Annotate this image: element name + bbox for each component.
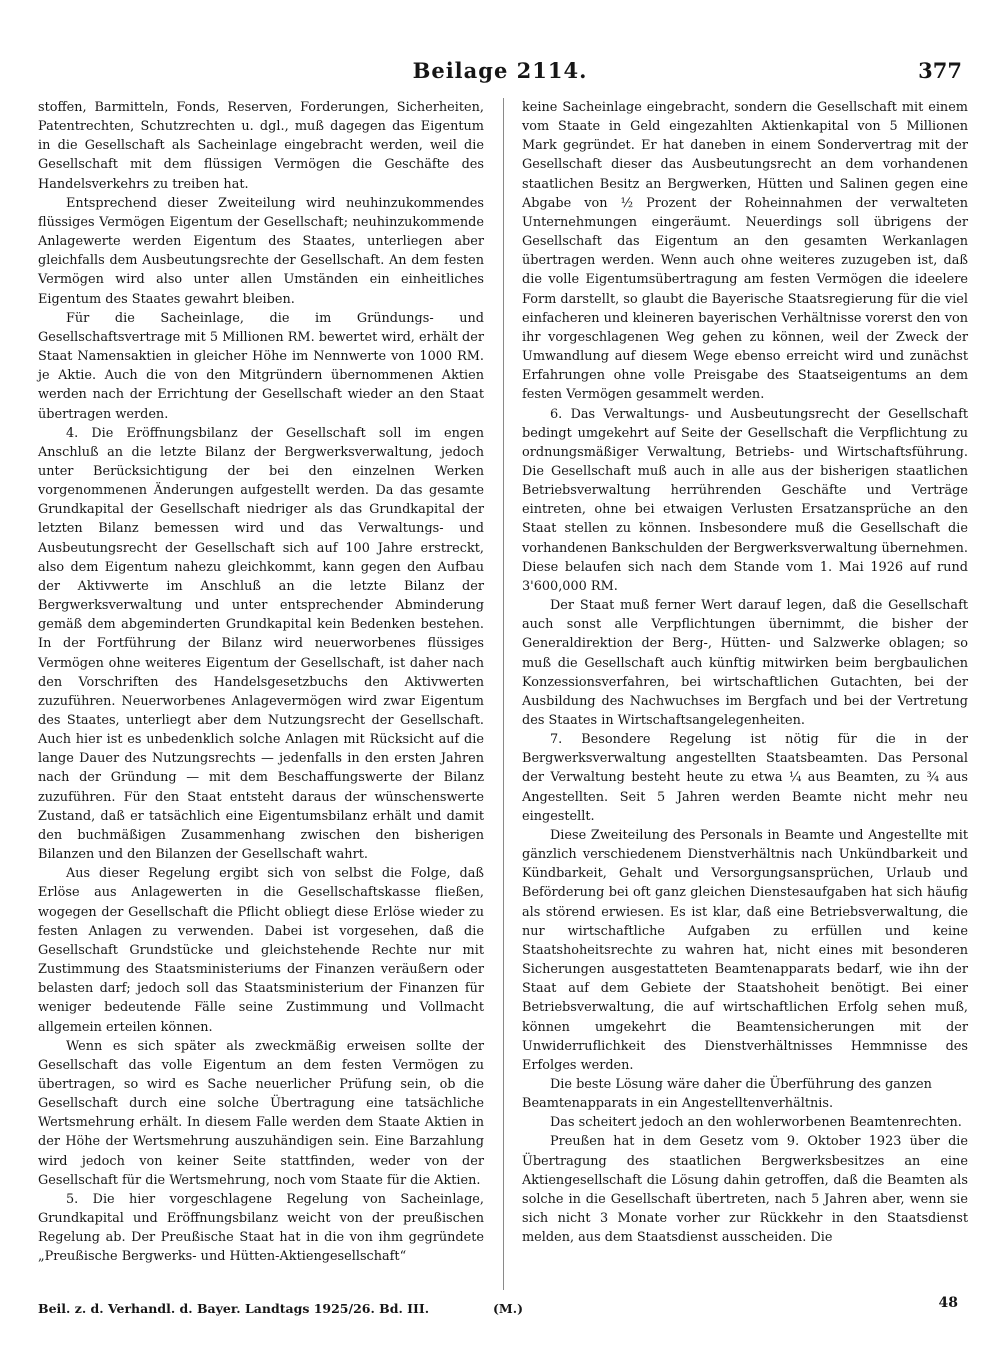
paragraph: Preußen hat in dem Gesetz vom 9. Oktober 1923 über die Übertragung des staatlichen Bergwerksbesitzes an eine Aktiengesellschaft die Lösung dahin getroffen, daß die Beamten als solche in die Gesellschaft übertreten, nach 5 Jahren aber, wenn sie sich nicht 3 Monate vorher zur Rückkehr in den Staatsdienst melden, aus dem Staatsdienst ausscheiden. Die	[522, 1134, 968, 1246]
paragraph: Diese Zweiteilung des Personals in Beamte und Angestellte mit gänzlich verschiedenem Dienstverhältnis nach Unkündbarkeit und Kündbarkeit, Gehalt und Versorgungsansprüchen, Urlaub und Beförderung bei oft ganz gleichen Dienstesaufgaben hat sich häufig als störend erwiesen. Es ist klar, daß eine Betriebsverwaltung, die nur wirtschaftliche Aufgaben zu erfüllen und keine Staatshoheitsrechte zu wahren hat, nicht eines mit besonderen Sicherungen ausgestatteten Beamtenapparats bedarf, wie ihn der Staat auf dem Gebiete der Staatshoheit benötigt. Bei einer Betriebsverwaltung, die auf wirtschaftlichen Erfolg sehen muß, können umgekehrt die Beamtensicherungen mit der Unwiderruflichkeit des Dienstverhältnisses Hemmnisse des Erfolges werden.	[522, 827, 968, 1073]
paragraph: Wenn es sich später als zweckmäßig erweisen sollte der Gesellschaft das volle Eigentum an dem festen Vermögen zu übertragen, so wird es Sache neuerlicher Prüfung sein, ob die Gesellschaft durch eine solche Übertragung eine tatsächliche Wertsmehrung erhält. In diesem Falle werden dem Staate Aktien in der Höhe der Wertsmehrung auszuhändigen sein. Eine Barzahlung wird jedoch von keiner Seite stattfinden, weder von der Gesellschaft für die Wertsmehrung, noch vom Staate für die Aktien.	[38, 1038, 484, 1188]
page-footer	[38, 1295, 976, 1321]
footer-note: Beil. z. d. Verhandl. d. Bayer. Landtags 1925/26. Bd. III.	[38, 1301, 430, 1316]
paragraph: 5. Die hier vorgeschlagene Regelung von Sacheinlage, Grundkapital und Eröffnungsbilanz weicht von der preußischen Regelung ab. Der Preußische Staat hat in die von ihm gegründete „Preußische Bergwerks- und Hütten-Aktiengesellschaft“	[38, 1191, 484, 1265]
paragraph: stoffen, Barmitteln, Fonds, Reserven, Forderungen, Sicherheiten, Patentrechten, Schutzrechten u. dgl., muß dagegen das Eigentum in die Gesellschaft als Sacheinlage eingebracht werden, weil die Gesellschaft mit dem flüssigen Vermögen die Geschäfte des Handelsverkehrs zu treiben hat.	[38, 100, 484, 192]
column-divider	[503, 98, 504, 1290]
paragraph: 6. Das Verwaltungs- und Ausbeutungsrecht der Gesellschaft bedingt umgekehrt auf Seite der Gesellschaft die Verpflichtung zu ordnungsmäßiger Verwaltung, Betriebs- und Wirtschaftsführung. Die Gesellschaft muß auch in alle aus der bisherigen staatlichen Betriebsverwaltung herrührenden Geschäfte und Verträge eintreten, ohne bei etwaigen Verlusten Ersatzansprüche an den Staat stellen zu können. Insbesondere muß die Gesellschaft die vorhandenen Bankschulden der Bergwerksverwaltung übernehmen. Diese belaufen sich nach dem Stande vom 1. Mai 1926 auf rund 3'600,000 RM.	[522, 406, 968, 594]
page-header	[30, 58, 970, 88]
page-number: 377	[918, 58, 962, 83]
paragraph: Entsprechend dieser Zweiteilung wird neuhinzukommendes flüssiges Vermögen Eigentum der Gesellschaft; neuhinzukommende Anlagewerte werden Eigentum des Staates, unterliegen aber gleichfalls dem Ausbeutungsrechte der Gesellschaft. An dem festen Vermögen wird also unter allen Umständen ein einheitliches Eigentum des Staates gewahrt bleiben.	[38, 195, 484, 307]
paragraph: Das scheitert jedoch an den wohlerworbenen Beamtenrechten.	[550, 1115, 962, 1131]
paragraph: 7. Besondere Regelung ist nötig für die in der Bergwerksverwaltung angestellten Staatsbeamten. Das Personal der Verwaltung besteht heute zu etwa ¼ aus Beamten, zu ¾ aus Angestellten. Seit 5 Jahren werden Beamte nicht mehr neu eingestellt.	[522, 732, 968, 824]
left-column	[38, 98, 484, 1267]
footer-mark: (M.)	[493, 1301, 524, 1316]
paragraph: Der Staat muß ferner Wert darauf legen, daß die Gesellschaft auch sonst alle Verpflichtungen übernimmt, die bisher der Generaldirektion der Berg-, Hütten- und Salzwerke oblagen; so muß die Gesellschaft auch künftig mitwirken beim bergbaulichen Konzessionsverfahren, bei wirtschaftlichen Gutachten, bei der Ausbildung des Nachwuchses im Bergfach und bei der Vertretung des Staates in Wirtschaftsangelegenheiten.	[522, 598, 968, 728]
page-title: Beilage 2114.	[412, 58, 588, 83]
paragraph: Für die Sacheinlage, die im Gründungs- und Gesellschaftsvertrage mit 5 Millionen RM. bewertet wird, erhält der Staat Namensaktien in gleicher Höhe im Nennwerte von 1000 RM. je Aktie. Auch die von den Mitgründern übernommenen Aktien werden nach der Errichtung der Gesellschaft wieder an den Staat übertragen werden.	[38, 310, 484, 422]
paragraph: 4. Die Eröffnungsbilanz der Gesellschaft soll im engen Anschluß an die letzte Bilanz der Bergwerksverwaltung, jedoch unter Berücksichtigung der bei den einzelnen Werken vorgenommenen Änderungen aufgestellt werden. Da das gesamte Grundkapital der Gesellschaft niedriger als das Grundkapital der letzten Bilanz bemessen wird und das Verwaltungs- und Ausbeutungsrecht der Gesellschaft sich auf 100 Jahre erstreckt, also dem Eigentum nahezu gleichkommt, kann gegen den Aufbau der Aktivwerte im Anschluß an die letzte Bilanz der Bergwerksverwaltung und unter entsprechender Abminderung gemäß dem abgeminderten Grundkapital kein Bedenken bestehen. In der Fortführung der Bilanz wird neuerworbenes flüssiges Vermögen ohne weiteres Eigentum der Gesellschaft, ist daher nach den Vorschriften des Handelsgesetzbuchs den Aktivwerten zuzuführen. Neuerworbenes Anlagevermögen wird zwar Eigentum des Staates, unterliegt aber dem Nutzungsrecht der Gesellschaft. Auch hier ist es unbedenklich solche Anlagen mit Rücksicht auf die lange Dauer des Nutzungsrechts — jedenfalls in den ersten Jahren nach der Gründung — mit dem Beschaffungswerte der Bilanz zuzuführen. Für den Staat entsteht daraus der wünschenswerte Zustand, daß er tatsächlich eine Eigentumsbilanz erhält und damit den buchmäßigen Zusammenhang zwischen den bisherigen Bilanzen und den Bilanzen der Gesellschaft wahrt.	[38, 425, 484, 863]
sheet-number: 48	[938, 1295, 958, 1311]
paragraph: keine Sacheinlage eingebracht, sondern die Gesellschaft mit einem vom Staate in Geld eingezahlten Aktienkapital von 5 Millionen Mark gegründet. Er hat daneben in einem Sondervertrag mit der Gesellschaft dieser das Ausbeutungsrecht an dem vorhandenen staatlichen Besitz an Bergwerken, Hütten und Salinen gegen eine Abgabe von ½ Prozent der Roheinnahmen der verwalteten Unternehmungen eingeräumt. Neuerdings soll übrigens der Gesellschaft das Eigentum an den gesamten Werkanlagen übertragen werden. Wenn auch ohne weiteres zuzugeben ist, daß die volle Eigentumsübertragung am festen Vermögen die ideelere Form darstellt, so glaubt die Bayerische Staatsregierung für die viel einfacheren und kleineren bayerischen Verhältnisse vorerst den von ihr vorgeschlagenen Weg gehen zu können, weil der Zweck der Umwandlung auf diesem Wege ebenso erreicht wird und zunächst Erfahrungen ohne volle Preisgabe des Staatseigentums an dem festen Vermögen gesammelt werden.	[522, 100, 968, 403]
right-column	[522, 98, 968, 1247]
paragraph: Die beste Lösung wäre daher die Überführung des ganzen Beamtenapparats in ein Angestelltenverhältnis.	[522, 1076, 932, 1112]
paragraph: Aus dieser Regelung ergibt sich von selbst die Folge, daß Erlöse aus Anlagewerten in die Gesellschaftskasse fließen, wogegen der Gesellschaft die Pflicht obliegt diese Erlöse wieder zu festen Anlagen zu verwenden. Dabei ist vorgesehen, daß die Gesellschaft Grundstücke und gleichstehende Rechte nur mit Zustimmung des Staatsministeriums der Finanzen veräußern oder belasten darf; jedoch soll das Staatsministerium der Finanzen für weniger bedeutende Fälle seine Zustimmung und Vollmacht allgemein erteilen können.	[38, 866, 484, 1035]
